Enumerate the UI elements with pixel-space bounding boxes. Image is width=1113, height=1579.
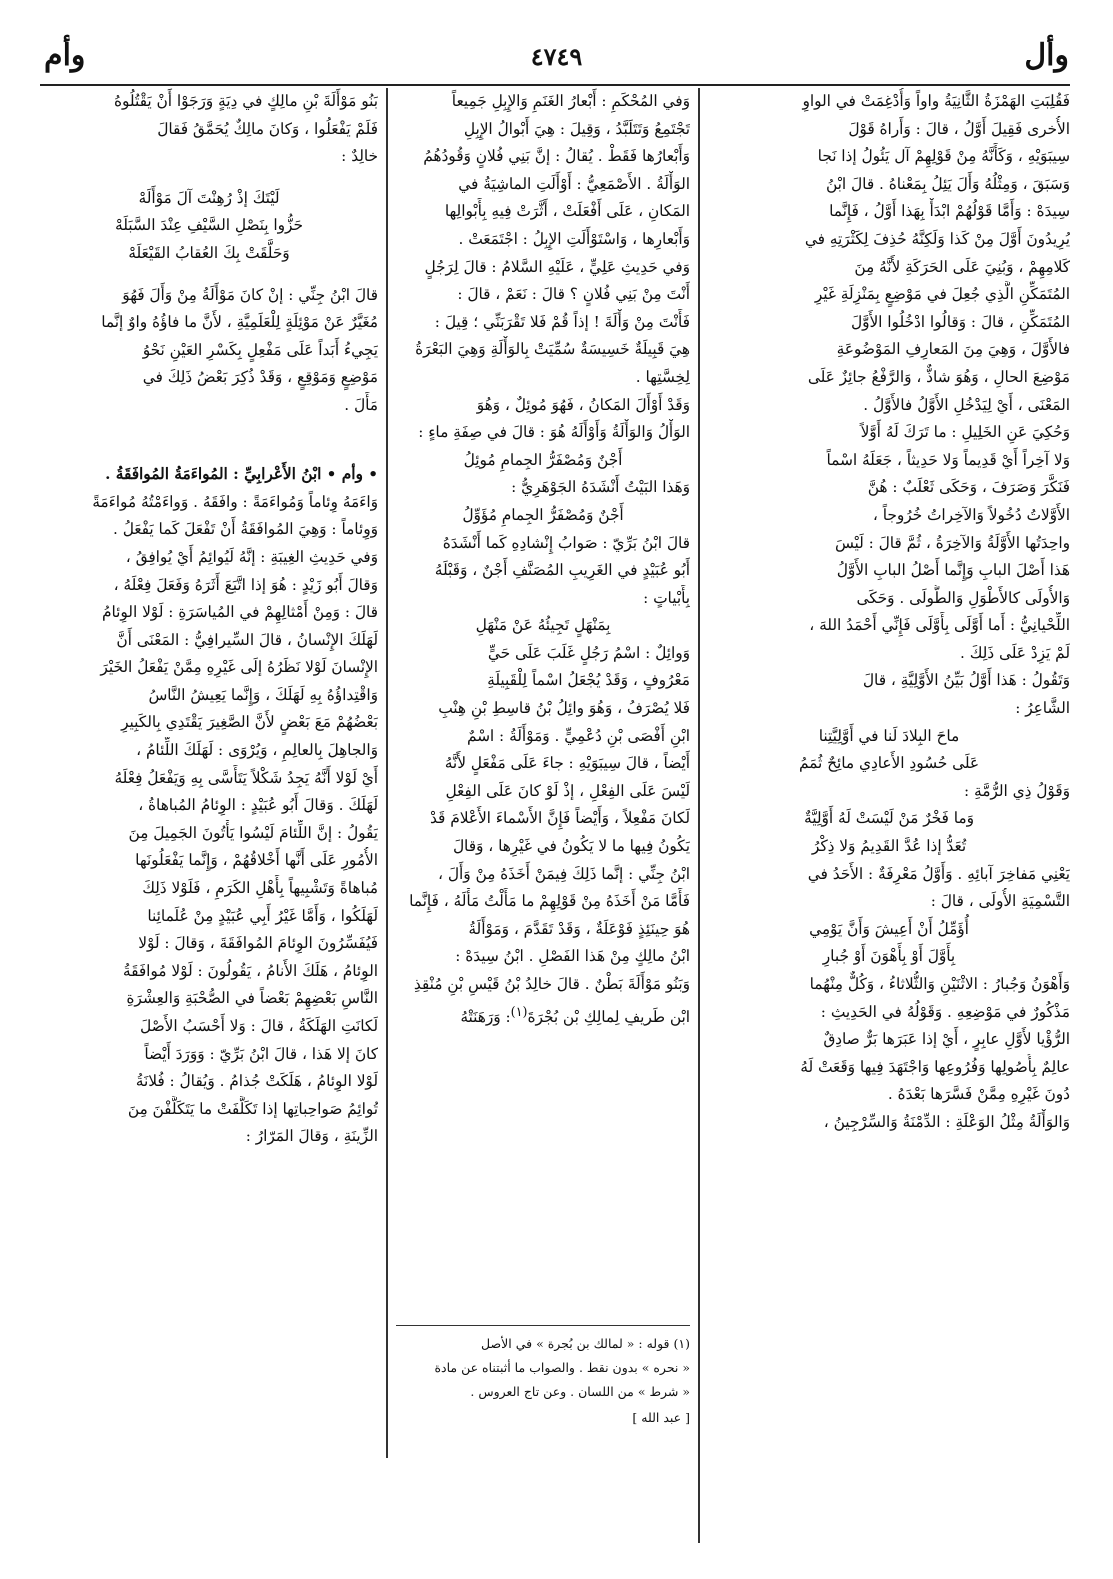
footnote-line: (١) قوله : « لمالك بن بُجرة » في الأصل [481, 1336, 690, 1351]
text-line: وَتَقُولُ : هَذا أَوَّلُ بَيِّنُ الأَوَّلِيَّةِ ، قالَ [862, 671, 1070, 690]
text-line: الزِّينَةِ ، وَقالَ المَرّارُ : [245, 1127, 378, 1146]
text-line: فَلَمْ يَفْعَلُوا ، وَكانَ مالِكٌ يُحَمَّقُ فَقالَ [157, 119, 378, 138]
text-line: لِخِسَّتِها . [635, 367, 690, 386]
text-line: وَوائِلٌ : اسْمُ رَجُلٍ غَلَبَ عَلَى حَيٍّ [487, 643, 690, 662]
text-line: لَكانَ مَفْعِلاً ، وَأَيْضاً فَإِنَّ الأَسْماءَ الأَعْلامَ قَدْ [430, 809, 690, 828]
text-line: قالَ ابْنُ بَرِّيّ : صَوابُ إِنْشادِهِ كَما أَنْشَدَهُ [442, 533, 690, 552]
verse-line: أَجْنٌ وَمُصْفَرُّ الجِمامِ مُؤَوِّلُ [462, 505, 624, 524]
verse-line: وَحَلَّقَتْ بِكَ العُقابُ القَيْعَلَهْ [128, 243, 290, 262]
text-line: فَيُفَسِّرُونَ الوِئامَ المُوافَقَةَ ، وَقالَ : لَوْلا [138, 934, 378, 953]
text-line: لَيْسَ عَلَى الفِعْلِ ، إذْ لَوْ كانَ عَلَى الفِعْلِ [445, 781, 690, 800]
text-line: وَالجاهِلَ بِالعالِمِ ، وَيُرْوَى : لَهَلَكَ اللِّئامُ ، [136, 741, 378, 760]
text-line: فَنَكَّرَ وَصَرَفَ ، وَحَكَى ثَعْلَبٌ : هُنَّ [867, 478, 1070, 497]
page-header [0, 0, 1113, 86]
text-line: وَوِئاماً : وَهِيَ المُوافَقَةُ أَنْ تَفْعَلَ كَما يَفْعَلُ . [112, 520, 378, 539]
text-line: وَقالَ أَبُو زَيْدٍ : هُوَ إذا اتَّبَعَ أَثَرَهُ وَفَعَلَ فِعْلَهُ ، [113, 575, 378, 594]
spacer [40, 268, 378, 282]
text-column-middle [396, 88, 690, 1026]
text-line: وَحُكِيَ عَنِ الخَلِيلِ : ما تَرَكَ لَهُ أَوَّلاً [860, 423, 1070, 442]
text-line: وَالوَأْلَةُ مِثْلُ الوَعْلَةِ : الدِّمْنَةُ وَالسِّرْجِينُ ، [823, 1112, 1070, 1131]
text-line: لَهَلَكُوا ، وَأَمَّا غَيْرُ أَبِي عُبَيْدٍ مِنْ عُلَمائِنا [147, 906, 378, 925]
text-line: وَأَهْوَنُ وَجُبارُ : الاثْنَيْنِ وَالثُّلاثاءُ ، وَكُلٌّ مِنْهُما [809, 975, 1070, 993]
text-line: بَعْضُهُمْ مَعَ بَعْضٍ لأَنَّ الصَّغِيرَ يَقْتَدِي بِالكَبِيرِ [121, 713, 378, 732]
header-root-word-left: وأم [44, 38, 86, 73]
text-line: وَبَنُو مَوْأَلَةَ بَطْنٌ . قالَ خالِدُ بْنُ قَيْسِ بْنِ مُنْقِذِ [413, 975, 690, 993]
text-line: مُباهاةً وَتَشْبِيهاً بِأَهْلِ الكَرَمِ ، فَلَوْلا ذَلِكَ [142, 879, 378, 898]
text-line: لَهَلَكَ . وَقالَ أَبُو عُبَيْدٍ : الوِئامُ المُباهاةُ ، [138, 796, 378, 815]
text-line: يُرِيدُونَ أَوَّلَ مِنْ كَذا وَلَكِنَّهُ حُذِفَ لِكَثْرَتِهِ في [804, 229, 1070, 248]
text-line: الوِئامُ ، هَلَكَ الأَنامُ ، يَقُولُونَ : لَوْلا مُوافَقَةُ [122, 961, 378, 980]
header-root-word-right: وأل [1024, 38, 1069, 73]
text-line: النَّاسِ بَعْضِهِمْ بَعْضاً في الصُّحْبَةِ وَالعِشْرَةِ [126, 989, 378, 1008]
verse-line: وَما فَخْرٌ مَنْ لَيْسَتْ لَهُ أَوَّلِيَّةٌ [804, 809, 974, 828]
header-rule [40, 84, 1070, 86]
text-line: لَمْ يَزِدْ عَلَى ذَلِكَ . [960, 643, 1070, 662]
column-divider-right [698, 88, 700, 1543]
text-line: وَفي المُحْكَمِ : أَبْعارُ الغَنَمِ وَالإِبِلِ جَمِيعاً [451, 92, 690, 110]
text-line: دُونَ غَيْرِهِ مِمَّنْ فَسَّرَها بَعْدَهُ . [887, 1085, 1070, 1104]
text-line: لَكانَتِ الهَلَكَةُ ، قالَ : وَلا أَحْسَبُ الأَصْلَ [140, 1017, 378, 1035]
text-line: مَوْضِعَ الحالِ ، وَهُوَ شاذٌّ ، وَالرَّفْعُ جائِزٌ عَلَى [807, 367, 1070, 386]
text-column-left [40, 88, 378, 1151]
text-line: الأَوَّلاتُ دُخُولاً وَالآخِراتُ خُرُوجاً ، [872, 505, 1070, 524]
text-line: يَقُولُ : إنَّ اللِّئامَ لَيْسُوا يَأْتُونَ الجَمِيلَ مِنَ [128, 823, 378, 842]
verse-line: لَيْتَكَ إذْ رُهِنْتَ آلَ مَوْأَلَهْ [138, 188, 280, 207]
text-line: فَقُلِبَتِ الهَمْزَةُ الثَّانِيَةُ واواً وَأُدْغِمَتْ في الواوِ [802, 92, 1070, 110]
verse-line: بِمَنْهَلٍ تَجِيئُهُ عَنْ مَنْهَلِ [475, 616, 611, 635]
text-line: هَذا أَصْلَ البابِ وَإِنَّما أَصْلُ البابِ الأَوَّلُ [836, 561, 1070, 580]
text-line: المَعْنَى ، أَيْ لِيَدْخُلِ الأَوَّلُ فالأَوَّلُ . [863, 395, 1070, 414]
verse-line: تُعَدُّ إذا عُدَّ القَدِيمُ وَلا ذِكْرُ [811, 837, 967, 856]
footnote-line: « شرط » من اللسان . وعن تاج العروس . [470, 1384, 690, 1399]
text-line: وَالأُولَى كالأَطْوَلِ وَالطُّولَى . وَحَكَى [856, 588, 1070, 607]
text-line: خالِدٌ : [341, 147, 378, 166]
verse-line: أَجْنٌ وَمُصْفَرُّ الجِمامِ مُوئِلُ [463, 450, 623, 469]
verse-line: أُؤَمِّلُ أَنْ أَعِيشَ وَأَنَّ يَوْمِي [809, 919, 969, 938]
text-line: وَقَدْ أَوْأَلَ المَكانُ ، فَهُوَ مُوئِلٌ ، وَهُوَ [476, 395, 690, 414]
text-line: الإِنْسانَ لَوْلا نَظَرُهُ إلَى غَيْرِهِ مِمَّنْ يَفْعَلُ الخَيْرَ [100, 658, 378, 677]
text-line: وَاقْتِداؤُهُ بِهِ لَهَلَكَ ، وَإِنَّما يَعِيشُ النَّاسُ [148, 685, 378, 704]
text-line: يَجِيءُ أَبَداً عَلَى مَفْعِلٍ بِكَسْرِ العَيْنِ نَحْوُ [142, 340, 378, 359]
footnote [396, 1332, 690, 1430]
text-line: قالَ ابْنُ جِنِّي : إنْ كانَ مَوْأَلَةُ مِنْ وَأَلَ فَهُوَ [122, 285, 378, 304]
verse-line: ماحَ البِلادَ لَنا في أَوَّلِيَّتِنا [818, 726, 960, 745]
text-line: سِيدَهْ : وَأَمَّا قَوْلُهُمْ ابْدَأْ بِهَذا أَوَّلُ ، فَإِنَّما [829, 202, 1070, 221]
text-line: مَذْكُورٌ في مَوْضِعِهِ . وَقَوْلُهُ في الحَدِيثِ : [820, 1002, 1070, 1021]
text-line: وَهَذا البَيْتُ أَنْشَدَهُ الجَوْهَرِيُّ : [511, 478, 690, 497]
text-line: وَسَبَقَ ، وَمِثْلُهُ وَأَلَ يَئِلُ بِمَعْناهُ . قالَ ابْنُ [826, 174, 1070, 193]
text-line: كَلامِهِمْ ، وَبُنِيَ عَلَى الحَرَكَةِ لأَنَّهُ مِنَ [854, 257, 1070, 276]
text-line: كانَ إلا هَذا ، قالَ ابْنُ بَرِّيّ : وَوَرَدَ أَيْضاً [144, 1044, 378, 1063]
text-line: مُغَيَّرٌ عَنْ مَوْئِلَةٍ لِلْعَلَمِيَّةِ ، لأَنَّ ما فاؤُهُ واوٌ إنَّما [101, 313, 378, 332]
text-line: وَأَبْعارُها فَقَطْ . يُقالُ : إنَّ بَنِي فُلانٍ وَقُودُهُمُ [423, 147, 690, 166]
text-line: فَلا يُصْرَفُ ، وَهُوَ وائِلُ بْنُ قاسِطِ بْنِ هِنْبِ [438, 699, 690, 718]
text-line: المُتَمَكِّنِ الَّذِي جُعِلَ في مَوْضِعٍ بِمَنْزِلَةِ غَيْرِ [814, 285, 1070, 304]
text-line: واحِدَتُها الأَوَّلَةُ وَالآخِرَةُ ، ثُمَّ قالَ : لَيْسَ [834, 533, 1070, 552]
text-line: مَوْضِعٍ وَمَوْقِعٍ ، وَقَدْ ذُكِرَ بَعْضُ ذَلِكَ في [142, 368, 378, 387]
text-line: أَيْ لَوْلا أَنَّهُ يَجِدُ شَكْلاً يَتَأَسَّى بِهِ وَيَفْعَلُ فِعْلَهُ [114, 768, 378, 787]
text-line [396, 999, 690, 1027]
text-line: المَكانِ ، عَلَى أَفْعَلَتْ ، أَثَّرَتْ فِيهِ بِأَبْوالِها [444, 202, 690, 221]
text-line: تَجْتَمِعُ وَتَتَلَبَّدُ ، وَقِيلَ : هِيَ أَبْوالُ الإِبِلِ [463, 119, 690, 138]
text-line: سِيبَوَيْهِ ، وَكَأَنَّهُ مِنْ قَوْلِهِمْ آل يَئُولُ إذا نَجا [817, 147, 1070, 166]
text-line: ابْنُ مالِكٍ مِنْ هَذا الفَصْلِ . ابْنُ سِيدَهْ : [455, 947, 690, 966]
verse-line: عَلَى حُسُودِ الأَعادِي مائِحٌ ثُمَمُ [798, 754, 980, 773]
text-line: ابْنُ جِنِّي : إنَّما ذَلِكَ فِيمَنْ أَخَذَهُ مِنْ وَأَلَ ، [438, 864, 690, 883]
text-column-right [708, 88, 1070, 1137]
spacer [40, 447, 378, 461]
text-line: الرُّؤْيا لأَوَّلِ عابِرٍ ، أَيْ إذا عَبَرَها بَرٌّ صادِقٌ [823, 1030, 1070, 1049]
footnote-rule [396, 1325, 690, 1326]
text-line: وَأَبْعارِها ، وَاسْتَوْأَلَتِ الإِبِلُ : اجْتَمَعَتْ . [458, 229, 690, 248]
text-line: لَهَلَكَ الإِنْسانُ ، قالَ السِّيرافِيُّ : المَعْنَى أَنَّ [116, 630, 378, 649]
text-line: قالَ : وَمِنْ أَمْثالِهِمْ في المُياسَرَةِ : لَوْلا الوِئامُ [102, 603, 378, 622]
spacer [40, 420, 378, 448]
text-line: فَأَمَّا مَنْ أَخَذَهُ مِنْ قَوْلِهِمْ ما مَأَلْتُ مَأْلَهُ ، فَإِنَّما [409, 892, 690, 911]
text-line: يَكُونُ فِيها ما لا يَكُونُ في غَيْرِها ، وَقالَ [452, 837, 690, 856]
text-line: وَاءَمَهُ وِئاماً وَمُواءَمَةً : وافَقَهُ . وَواءَمْتُهُ مُواءَمَةً [92, 492, 378, 511]
text-line: أَنْتَ مِنْ بَنِي فُلانٍ ؟ قالَ : نَعَمْ ، قالَ : [457, 285, 690, 304]
footnote-anchor-text: ابْنِ طَرِيفٍ لِمالِكِ بْنِ بُجْرَةَ [527, 1007, 690, 1026]
text-line: الوَأْلُ وَالوَأْلَةُ وَأَوْأَلَهُ هُوَ : قالَ في صِفَةِ ماءٍ : [418, 423, 690, 442]
text-line: وَفي حَدِيثِ عَلِيٍّ ، عَلَيْهِ السَّلامُ : قالَ لِرَجُلٍ [424, 257, 690, 276]
text-line: أَبُو عُبَيْدٍ في الغَرِيبِ المُصَنَّفِ أَجْنٌ ، وَقَبْلَهُ [434, 561, 690, 580]
text-line: يَعْنِي مَفاخِرَ آبائِهِ . وَأَوَّلُ مَعْرِفَةٌ : الأَحَدُ في [807, 864, 1070, 883]
verse-line: بِأَوَّلَ أَوْ بِأَهْوَنَ أَوْ جُبارِ [822, 947, 956, 966]
verse-line: حَزُّوا بِنَصْلِ السَّيْفِ عِنْدَ السَّبَلَهْ [115, 216, 303, 235]
text-line: اللِّحْيانِيُّ : أَما أَوَّلَى بِأَوَّلَى فَإِنِّي أَحْمَدُ اللهَ ، [809, 616, 1070, 635]
text-line: المُتَمَكِّنِ ، قالَ : وَقالُوا ادْخُلُوا الأَوَّلَ [850, 312, 1070, 331]
footnote-signature: [ عبد الله ] [632, 1410, 690, 1425]
line-ending: : وَرَهَنَتْهُ [460, 1007, 511, 1026]
text-line: مَأَلَ . [344, 395, 378, 414]
text-line: عالِمٌ بِأُصُولِها وَفُرُوعِها وَاجْتَهَدَ فِيها وَقَعَتْ لَهُ [800, 1057, 1070, 1076]
column-divider-left [386, 88, 388, 1458]
text-line: فَأَنْتَ مِنْ وَأْلَةَ ! إذاً قُمْ فَلا تَقْرَبَنِّي ؛ قِيلَ : [434, 312, 690, 331]
text-line: الوَأْلَةُ . الأَصْمَعِيُّ : أَوْأَلَتِ الماشِيَةُ في [458, 174, 690, 193]
footnote-line: « نحره » بدون نقط . والصواب ما أثبتناه عن مادة [434, 1360, 690, 1375]
text-line: بِأَبْياتٍ : [643, 588, 690, 607]
text-line: مَعْرُوفٍ ، وَقَدْ يُجْعَلُ اسْماً لِلْقَبِيلَةِ [487, 671, 690, 690]
text-line: تُوائِمُ صَواحِباتِها إذا تَكَلَّفَتْ ما يَتَكَلَّفْنَ مِنَ [127, 1099, 378, 1118]
text-line: ابْنِ أَفْصَى بْنِ دُعْمِيٍّ . وَمَوْأَلَةُ : اسْمٌ [466, 726, 690, 745]
text-line: وَقَوْلُ ذِي الرُّمَّةِ : [964, 781, 1070, 800]
text-line: الأُمُورِ عَلَى أَنَّها أَخْلاقُهُمْ ، وَإِنَّما يَفْعَلُونَها [135, 851, 378, 870]
text-line: لَوْلا الوِئامُ ، هَلَكَتْ جُذامُ . وَيُقالُ : فُلانَةُ [135, 1072, 378, 1091]
text-line: الأُخرى فَقِيلَ أَوَّلُ ، قالَ : وَأَراهُ قَوْلَ [848, 119, 1070, 138]
text-line: الشَّاعِرُ : [1015, 699, 1070, 718]
text-line: بَنُو مَوْأَلَةَ بْنِ مالِكٍ في دِيَةٍ وَرَجَوْا أَنْ يَقْتُلُوهُ [114, 92, 378, 110]
entry-heading-line: • وأم • ابْنُ الأَعْرابِيِّ : المُواءَمَةُ المُوافَقَةُ . [105, 465, 378, 484]
page-number: ٤٧٤٩ [530, 42, 583, 71]
text-line: التَّسْمِيَةِ الأُولَى ، قالَ : [930, 892, 1070, 911]
spacer [40, 171, 378, 185]
text-line: هُوَ حِينَئِذٍ فَوْعَلَةٌ ، وَقَدْ تَقَدَّمَ ، وَمَوْأَلَةُ [468, 919, 690, 938]
text-line: وَلا آخِراً أَيْ قَدِيماً وَلا حَدِيثاً ، جَعَلَهُ اسْماً [826, 450, 1070, 469]
footnote-marker: (١) [510, 1004, 528, 1020]
text-line: أَيْضاً ، قالَ سِيبَوَيْهِ : جاءَ عَلَى مَفْعَلٍ لأَنَّهُ [444, 754, 690, 773]
text-line: وَفي حَدِيثِ الغِيبَةِ : إنَّهُ لَيُوائِمُ أَيْ يُوافِقُ ، [125, 547, 378, 566]
text-line: فالأَوَّلَ ، وَهِيَ مِنَ المَعارِفِ المَوْضُوعَةِ [836, 340, 1070, 359]
text-line: هِيَ قَبِيلَةٌ خَسِيسَةٌ سُمِّيَتْ بِالوَأْلَةِ وَهِيَ البَعْرَةُ [415, 340, 690, 359]
